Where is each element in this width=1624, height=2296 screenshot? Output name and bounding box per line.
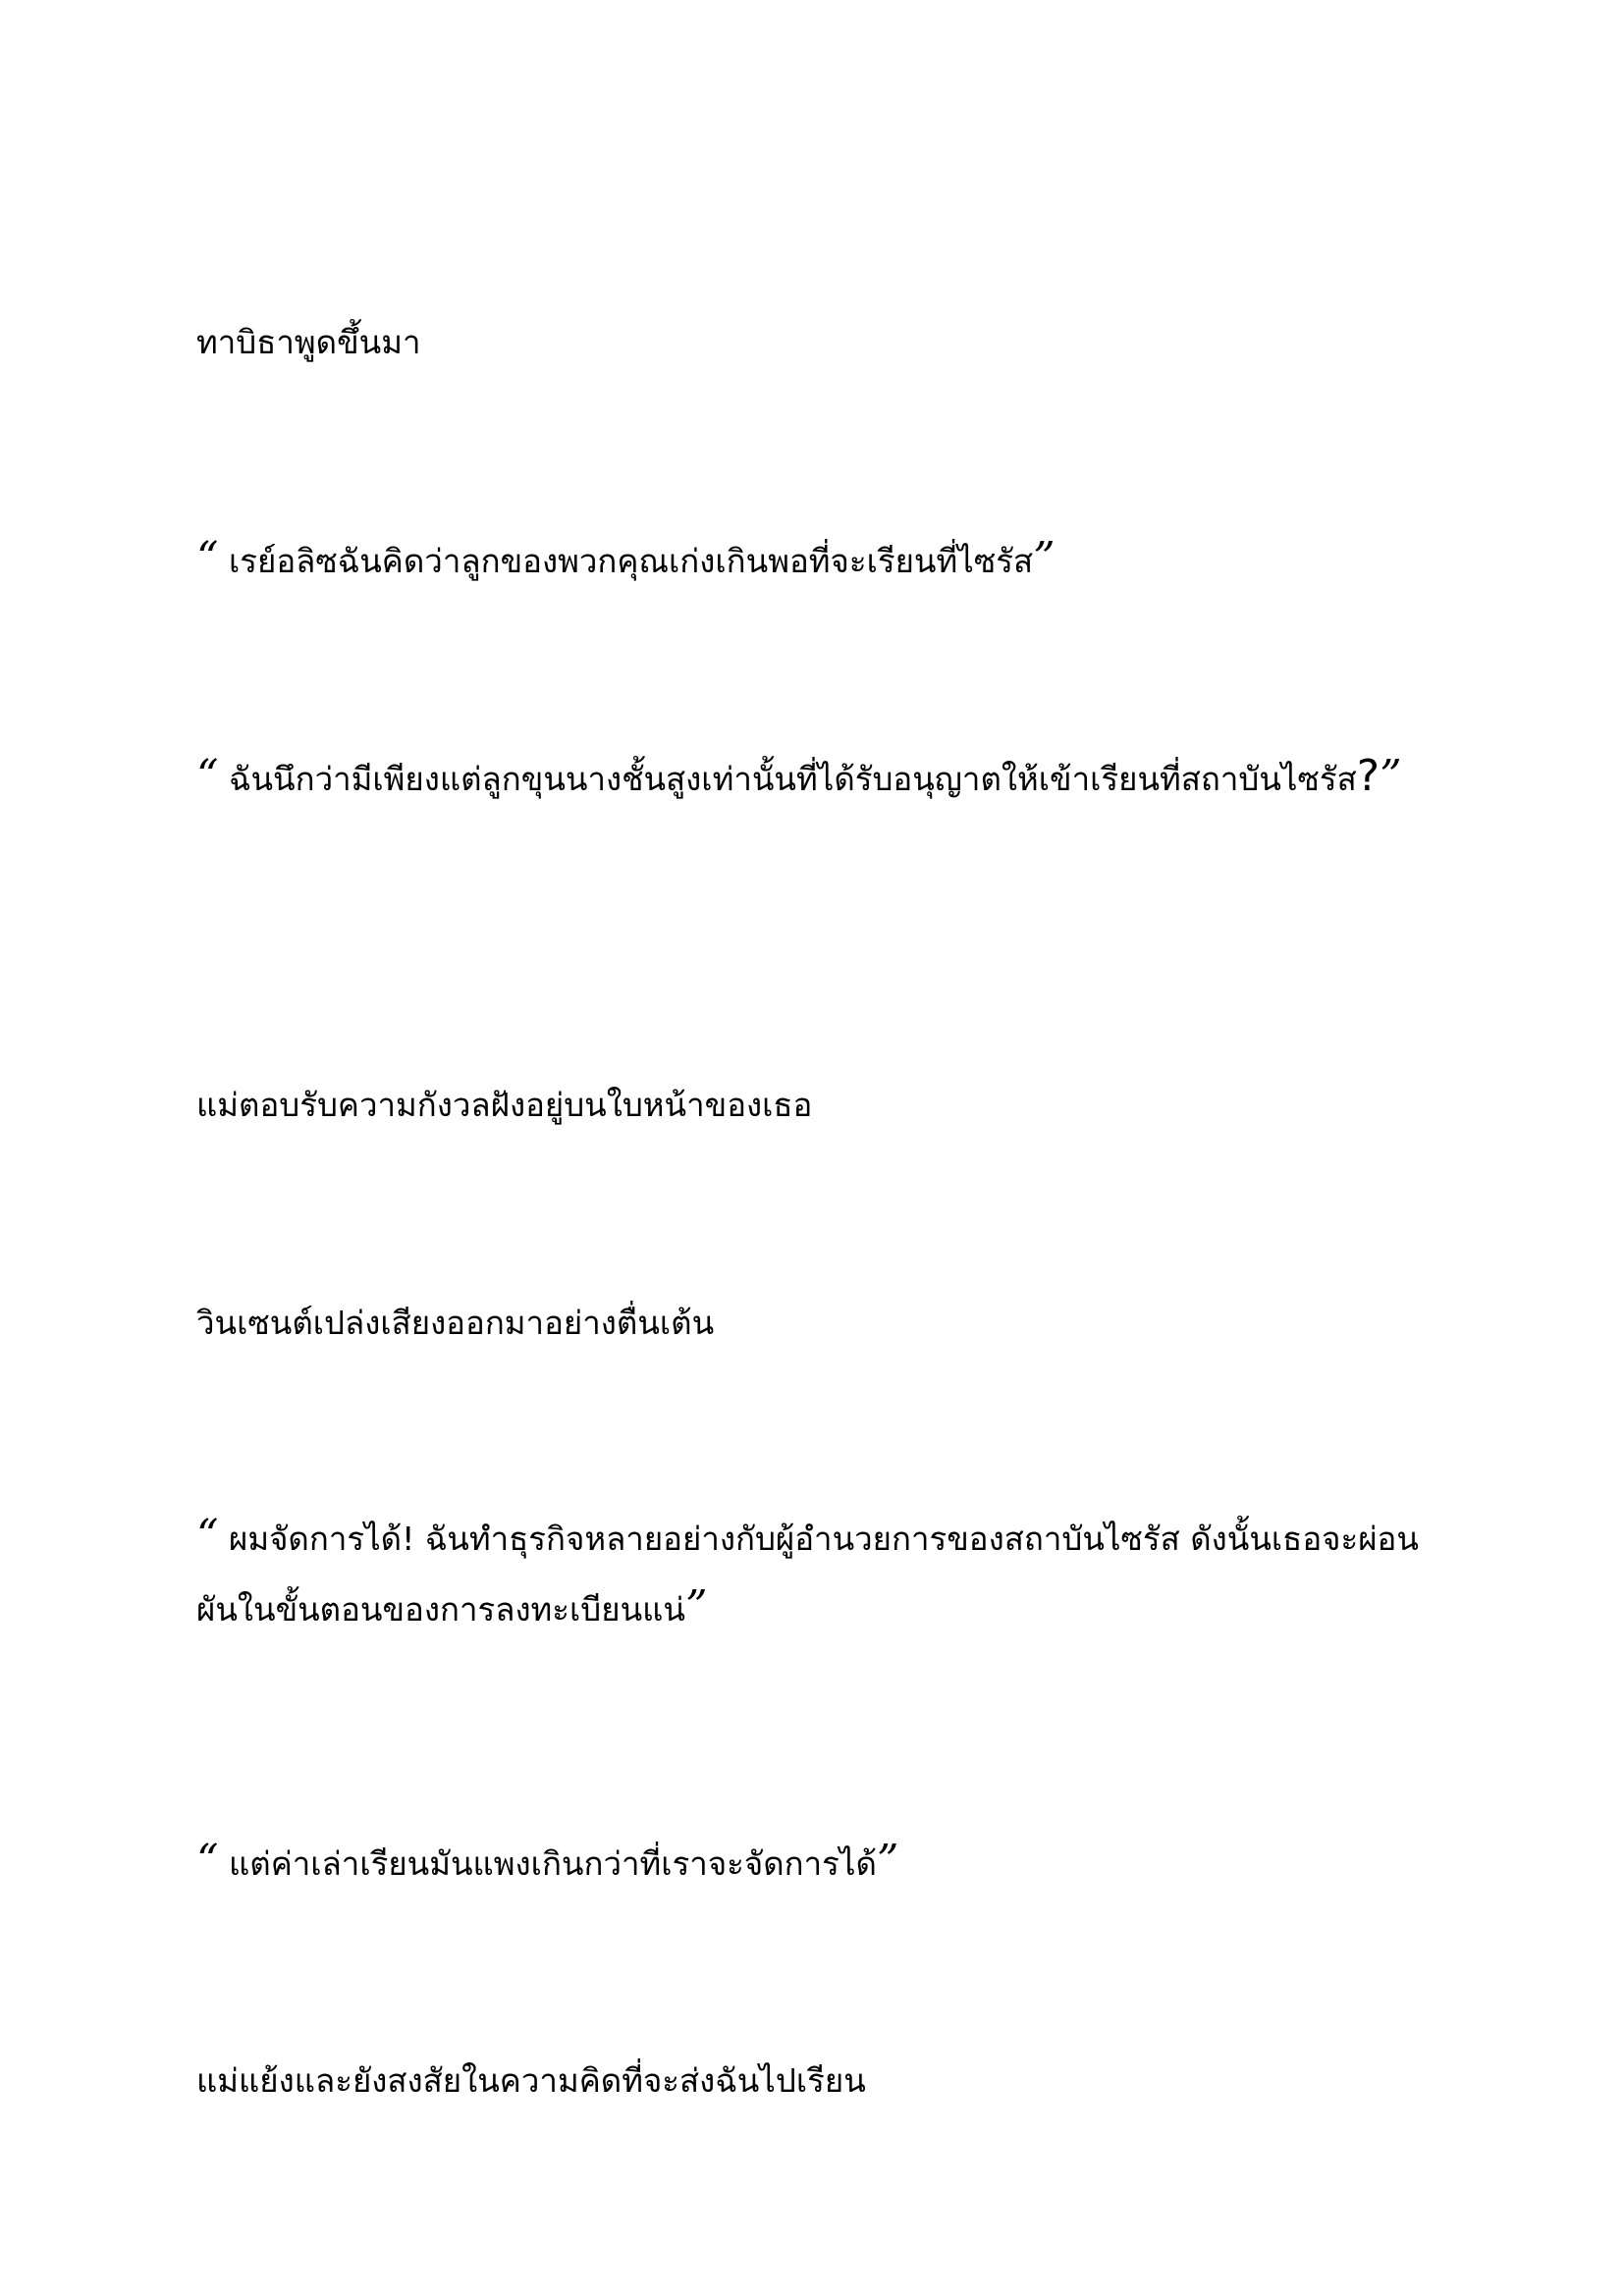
close-quote: ” [876,1836,899,1886]
paragraph-narration-4 [196,2046,1453,2116]
paragraph-text: ฉันนึกว่ามีเพียงแต่ลูกขุนนางชั้นสูงเท่านั้นที่ได้รับอนุญาตให้เข้าเรียนที่สถาบันไซรัส [218,760,1357,798]
paragraph-text: แม่ตอบรับความกังวลฝังอยู่บนใบหน้าของเธอ [196,1086,813,1124]
paragraph-text: เรย์อลิซฉันคิดว่าลูกของพวกคุณเก่งเกินพอที่จะเรียนที่ไซรัส [218,542,1034,580]
open-quote: “ [196,751,219,801]
question-mark: ? [1356,751,1380,801]
paragraph-text: แต่ค่าเล่าเรียนมันแพงเกินกว่าที่เราจะจัดการได้ [218,1844,877,1883]
open-quote: “ [196,1836,219,1886]
paragraph-dialogue-3 [196,1504,1453,1645]
paragraph-text: ทาบิธาพูดขึ้นมา [196,323,421,361]
paragraph-dialogue-4 [196,1829,1453,1899]
open-quote: “ [196,1511,219,1561]
open-quote: “ [196,533,219,583]
close-quote: ” [684,1581,708,1631]
close-quote: ” [1380,751,1402,801]
paragraph-dialogue-2 [196,744,1453,815]
paragraph-dialogue-1 [196,526,1453,597]
paragraph-text: วินเซนต์เปล่งเสียงออกมาอย่างตื่นเต้น [196,1304,715,1342]
paragraph-narration-1 [196,307,1453,378]
paragraph-narration-2 [196,1070,1453,1141]
close-quote: ” [1033,533,1056,583]
paragraph-text: ผมจัดการได้! ฉันทำธุรกิจหลายอย่างกับผู้อำนวยการของสถาบันไซรัส ดังนั้นเธอจะผ่อนผันในขั้นตอนของการลงทะเบียนแน่ [196,1520,1419,1629]
paragraph-narration-3 [196,1288,1453,1359]
paragraph-text: แม่แย้งและยังสงสัยในความคิดที่จะส่งฉันไปเรียน [196,2061,866,2100]
